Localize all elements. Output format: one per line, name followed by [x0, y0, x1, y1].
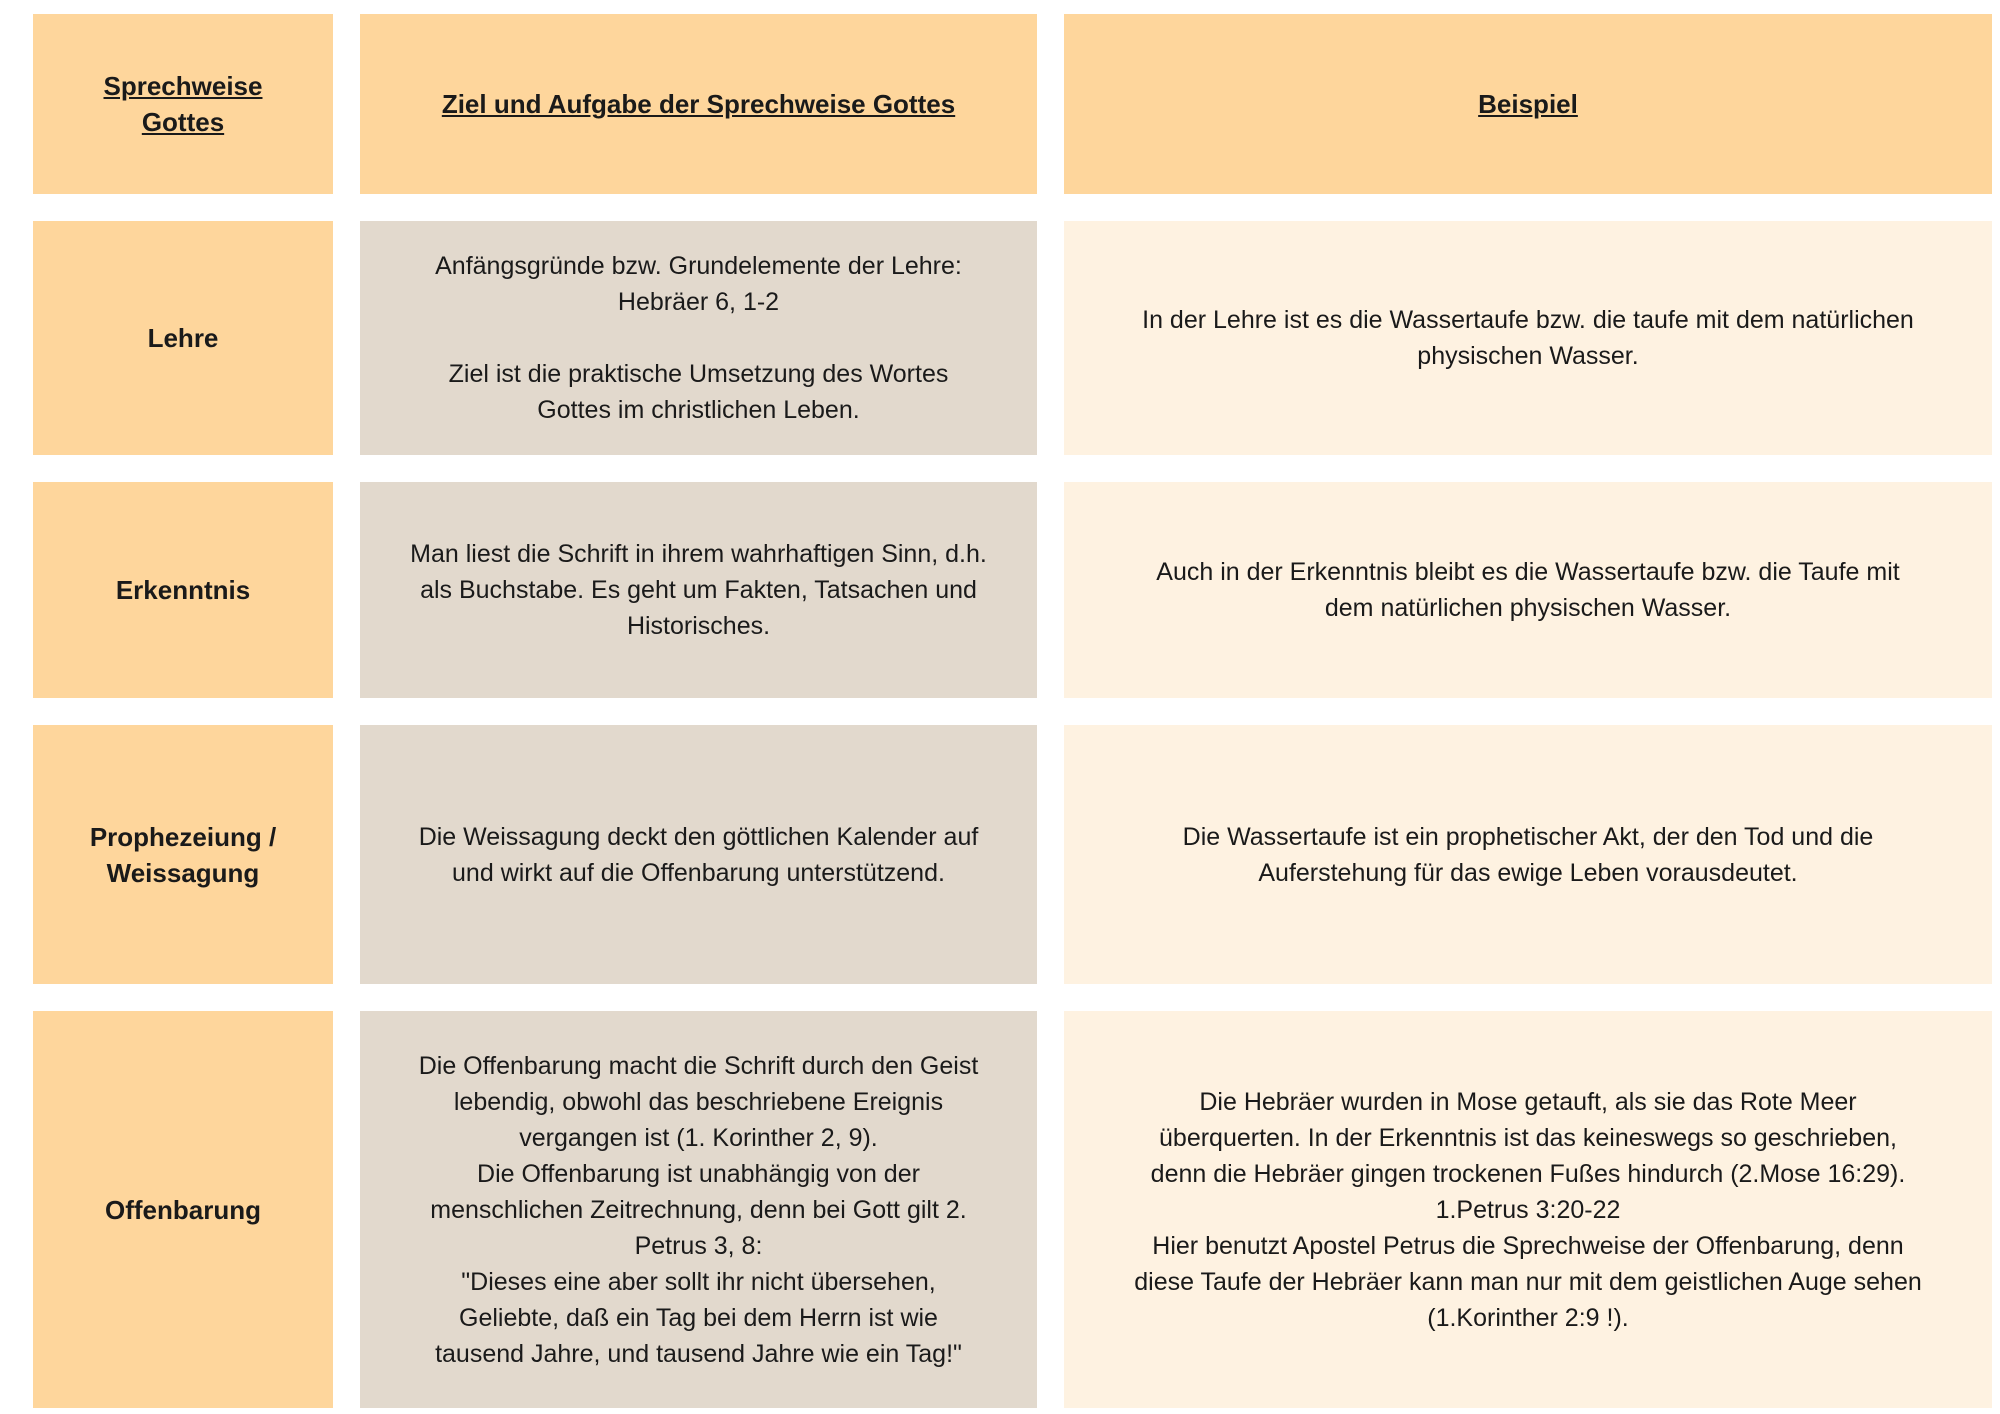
- header-sprechweise-label: Sprechweise Gottes: [103, 71, 263, 137]
- row-aim-erkenntnis: Man liest die Schrift in ihrem wahrhaftigen Sinn, d.h. als Buchstabe. Es geht um Fakten, Tatsachen und Historisches.: [410, 540, 987, 640]
- header-cell-sprechweise: [33, 14, 333, 194]
- row-example-cell: [1064, 221, 1992, 455]
- row-label-lehre: Lehre: [147, 323, 219, 353]
- row-example-prophezeiung: Die Wassertaufe ist ein prophetischer Akt, der den Tod und die Auferstehung für das ewige Leben vorausdeutet.: [1182, 822, 1874, 887]
- header-beispiel-label: Beispiel: [1478, 89, 1578, 119]
- row-aim-cell: [360, 725, 1037, 984]
- header-cell-beispiel: [1064, 14, 1992, 194]
- row-label-cell: [33, 1011, 333, 1408]
- row-label-cell: [33, 482, 333, 698]
- row-aim-cell: [360, 1011, 1037, 1408]
- row-aim-offenbarung: Die Offenbarung macht die Schrift durch den Geist lebendig, obwohl das beschriebene Ereignis vergangen ist (1. Korinther 2, 9). Die Offenbarung ist unabhängig von der menschlichen Zeitrechnung, denn bei Gott gilt 2. Petrus 3, 8: "Dieses eine aber sollt ihr nicht übersehen, Geliebte, daß ein Tag bei dem Herrn ist wie tausend Jahre, und tausend Jahre wie ein Tag!": [418, 1051, 979, 1368]
- header-ziel-label: Ziel und Aufgabe der Sprechweise Gottes: [441, 89, 956, 119]
- row-example-lehre: In der Lehre ist es die Wassertaufe bzw. die taufe mit dem natürlichen physischen Wasser.: [1142, 306, 1914, 370]
- header-cell-ziel: [360, 14, 1037, 194]
- row-example-erkenntnis: Auch in der Erkenntnis bleibt es die Wassertaufe bzw. die Taufe mit dem natürlichen physischen Wasser.: [1156, 558, 1900, 622]
- row-aim-prophezeiung: Die Weissagung deckt den göttlichen Kalender auf und wirkt auf die Offenbarung unterstützend.: [418, 822, 979, 887]
- row-label-cell: [33, 221, 333, 455]
- row-example-cell: [1064, 482, 1992, 698]
- row-example-cell: [1064, 725, 1992, 984]
- row-example-offenbarung: Die Hebräer wurden in Mose getauft, als sie das Rote Meer überquerten. In der Erkenntnis ist das keineswegs so geschrieben, denn die Hebräer gingen trockenen Fußes hindurch (2.Mose 16:29). 1.Petrus 3:20-22 Hier benutzt Apostel Petrus die Sprechweise der Offenbarung, denn diese Taufe der Hebräer kann man nur mit dem geistlichen Auge sehen (1.Korinther 2:9 !).: [1134, 1087, 1922, 1332]
- row-aim-cell: [360, 482, 1037, 698]
- row-aim-lehre: Anfängsgründe bzw. Grundelemente der Lehre: Hebräer 6, 1-2 Ziel ist die praktische Umsetzung des Wortes Gottes im christlichen Leben.: [435, 252, 962, 424]
- row-label-erkenntnis: Erkenntnis: [115, 575, 251, 605]
- row-label-prophezeiung: Prophezeiung / Weissagung: [89, 821, 277, 888]
- row-label-offenbarung: Offenbarung: [105, 1194, 261, 1225]
- row-example-cell: [1064, 1011, 1992, 1408]
- row-label-cell: [33, 725, 333, 984]
- row-aim-cell: [360, 221, 1037, 455]
